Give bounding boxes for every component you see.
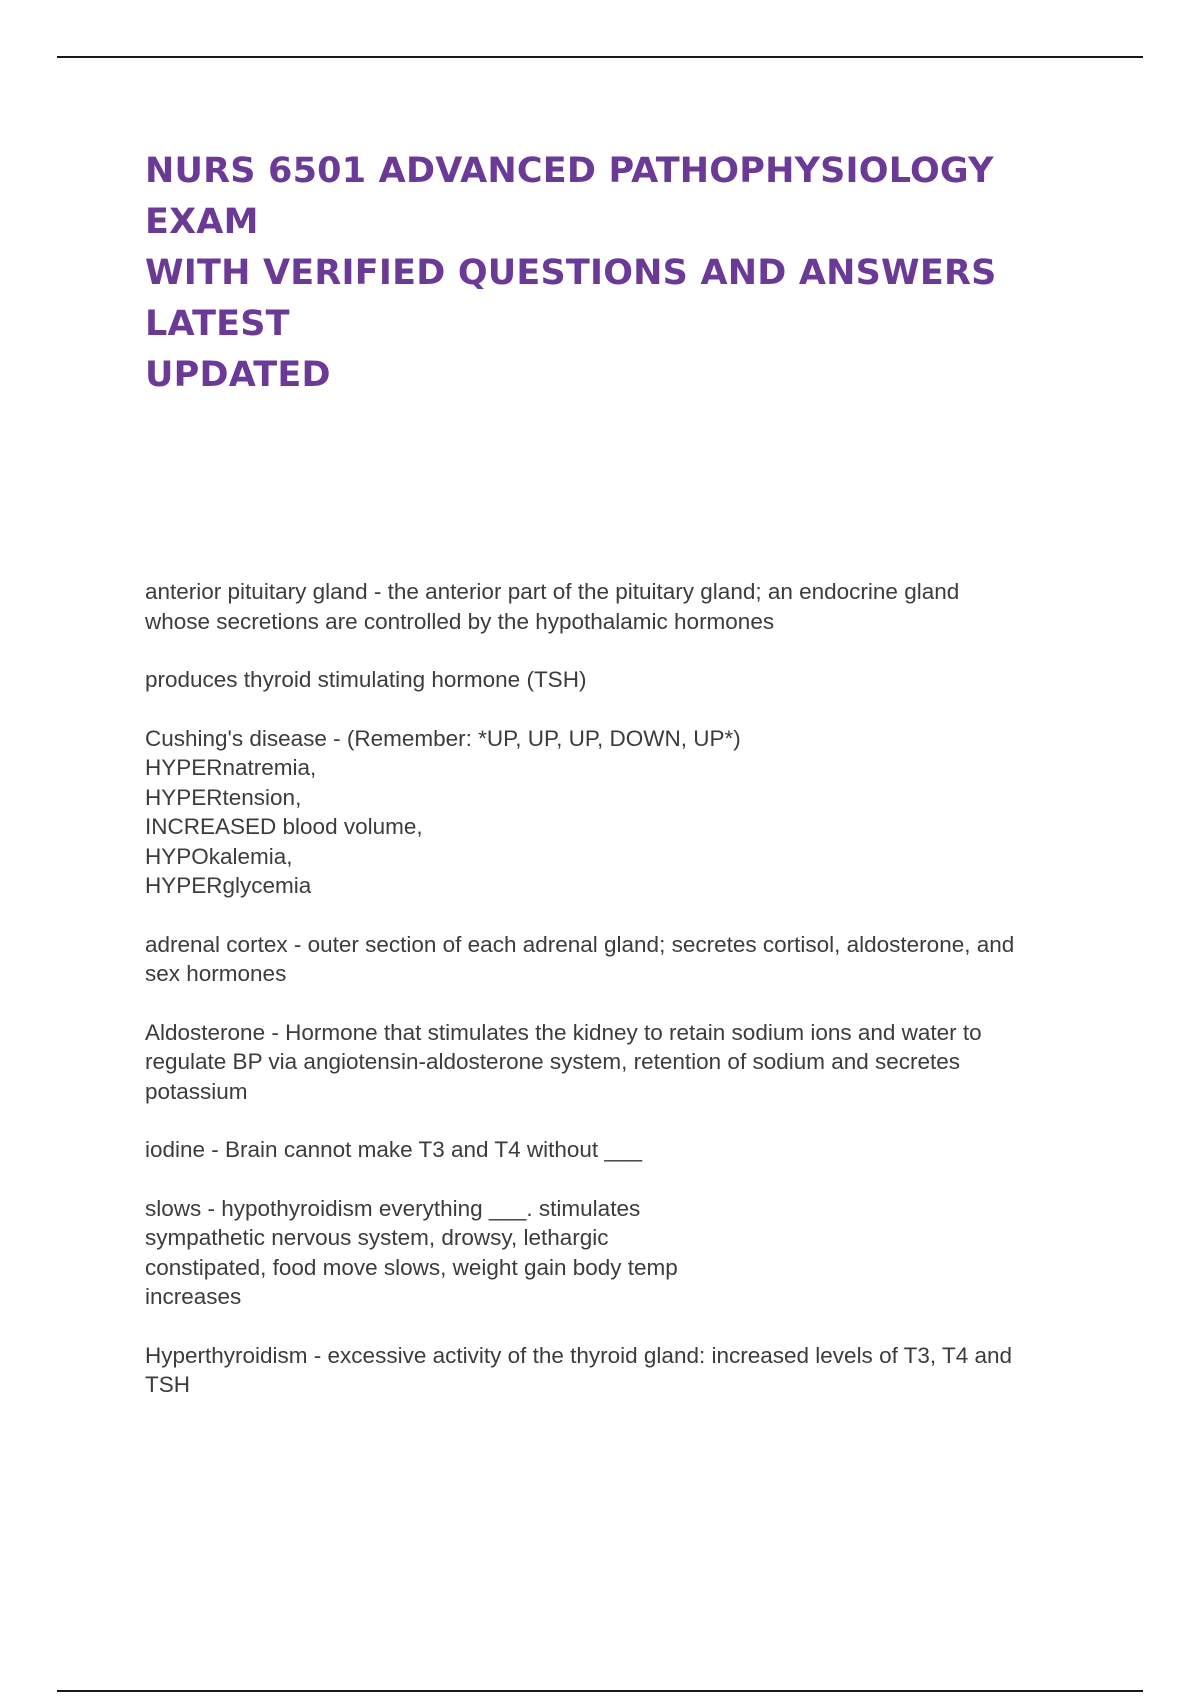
entry-text-line: HYPERnatremia, [145,755,317,780]
entry-text-line: constipated, food move slows, weight gain body temp [145,1254,678,1280]
entry-text-line: sex hormones [145,961,287,986]
flashcard-entry [145,1018,1105,1107]
entry-text-line: sympathetic nervous system, drowsy, lethargic [145,1225,609,1250]
flashcard-entry [145,1135,1105,1165]
flashcard-entry [145,665,1105,695]
flashcard-entry [145,1194,1105,1312]
document-title [145,146,1105,401]
entry-text-line: TSH [145,1372,190,1397]
entry-text-line: HYPERglycemia [145,873,312,898]
title-line: UPDATED [145,355,331,395]
entry-text-line: whose secretions are controlled by the hypothalamic hormones [145,608,775,634]
entry-text-line: potassium [145,1078,248,1104]
entry-text-line: Cushing's disease - (Remember: *UP, UP, UP, DOWN, UP*) [145,725,741,751]
entry-text-line: INCREASED blood volume, [145,814,423,839]
flashcard-entry [145,1341,1105,1400]
entry-text-line: iodine - Brain cannot make T3 and T4 without ___ [145,1137,642,1162]
flashcard-list [145,577,1105,1429]
entry-text-line: increases [145,1284,242,1309]
entry-text-line: HYPOkalemia, [145,843,293,869]
bottom-divider [57,1690,1143,1692]
entry-text-line: Aldosterone - Hormone that stimulates the kidney to retain sodium ions and water to [145,1019,982,1045]
entry-text-line: produces thyroid stimulating hormone (TSH) [145,667,587,692]
entry-text-line: regulate BP via angiotensin-aldosterone system, retention of sodium and secretes [145,1049,961,1074]
entry-text-line: Hyperthyroidism - excessive activity of the thyroid gland: increased levels of T3, T4 and [145,1342,1013,1368]
flashcard-entry [145,577,1105,636]
flashcard-entry [145,724,1105,901]
entry-text-line: adrenal cortex - outer section of each adrenal gland; secretes cortisol, aldosterone, and [145,931,1015,957]
flashcard-entry [145,930,1105,989]
entry-text-line: slows - hypothyroidism everything ___. stimulates [145,1195,641,1221]
top-divider [57,56,1143,58]
title-line: NURS 6501 ADVANCED PATHOPHYSIOLOGY EXAM [145,151,994,242]
entry-text-line: HYPERtension, [145,784,302,810]
entry-text-line: anterior pituitary gland - the anterior part of the pituitary gland; an endocrine gland [145,579,960,604]
title-line: WITH VERIFIED QUESTIONS AND ANSWERS LATEST [145,253,997,344]
